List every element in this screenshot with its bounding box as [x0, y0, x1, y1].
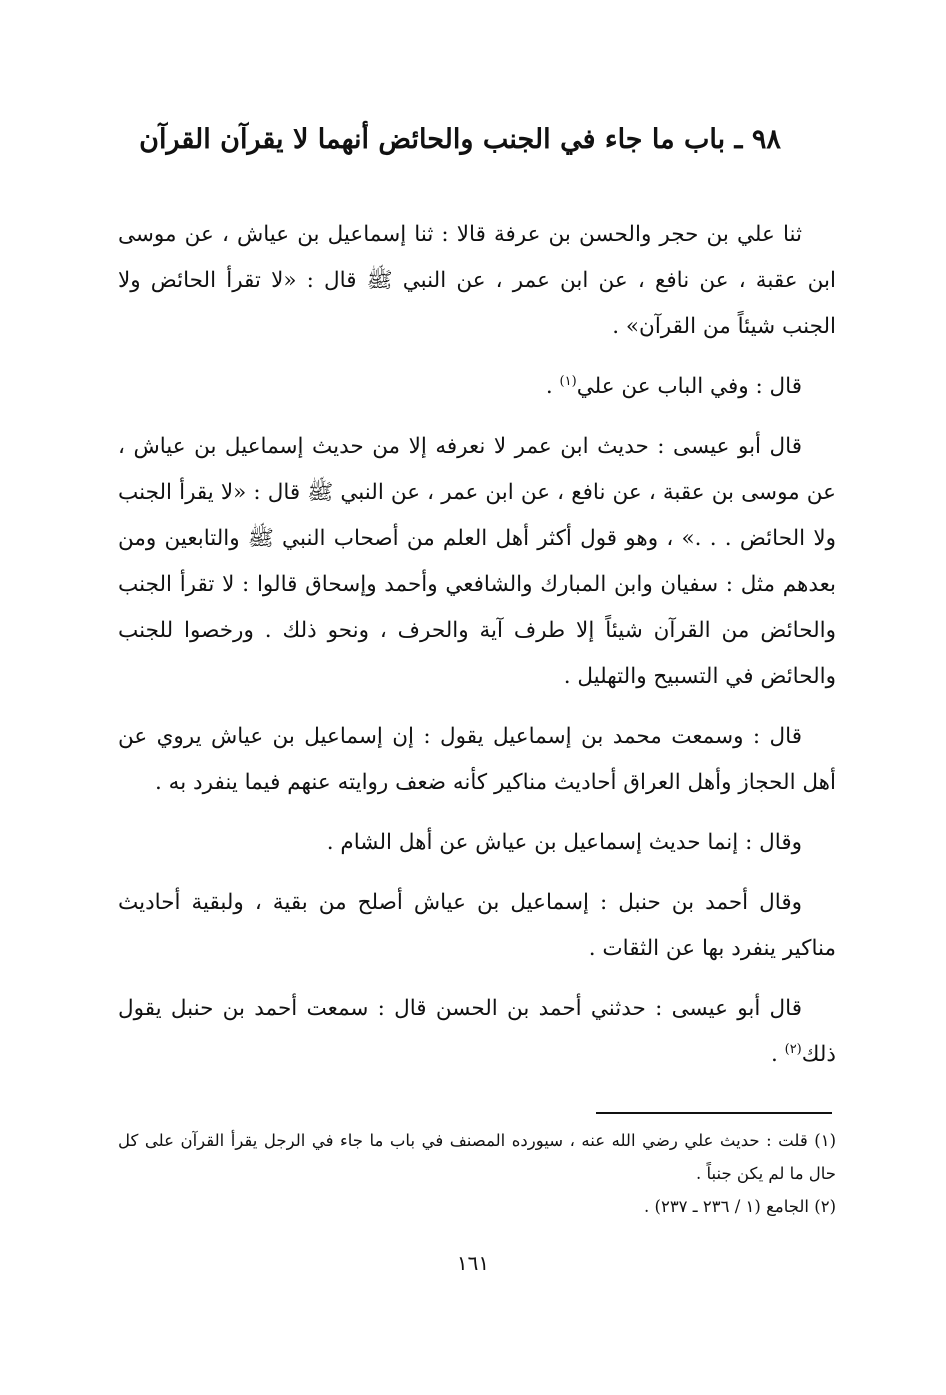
footnote-1: (١) قلت : حديث علي رضي الله عنه ، سيورده المصنف في باب ما جاء في الرجل يقرأ القرآن على كل حال ما لم يكن جنباً .: [118, 1131, 836, 1183]
paragraph-isnad: ثنا علي بن حجر والحسن بن عرفة قالا : ثنا إسماعيل بن عياش ، عن موسى ابن عقبة ، عن نافع ، عن ابن عمر ، عن النبي ﷺ قال : «لا تقرأ الحائض ولا الجنب شيئاً من القرآن» .: [118, 222, 836, 339]
page-number: ١٦١: [456, 1251, 490, 1275]
period: .: [545, 374, 560, 399]
paragraph-in-the-chapter: [118, 364, 836, 410]
footnotes: [118, 1124, 836, 1223]
paragraph-text: قال : وفي الباب عن علي: [576, 374, 802, 399]
paragraph-abu-isa-comment: قال أبو عيسى : حديث ابن عمر لا نعرفه إلا من حديث إسماعيل بن عياش ، عن موسى بن عقبة ، عن نافع ، عن ابن عمر ، عن النبي ﷺ قال : «لا يقرأ الجنب ولا الحائض . . .» ، وهو قول أكثر أهل العلم من أصحاب النبي ﷺ والتابعين ومن بعدهم مثل : سفيان وابن المبارك والشافعي وأحمد وإسحاق قالوا : لا تقرأ الجنب والحائض من القرآن شيئاً إلا طرف آية والحرف ، ونحو ذلك . ورخصوا للجنب والحائض في التسبيح والتهليل .: [118, 434, 836, 689]
footnote-ref-2[interactable]: (٢): [784, 1041, 802, 1057]
footnote-ref-1[interactable]: (١): [559, 373, 577, 389]
footnote-2: (٢) الجامع (١ / ٢٣٦ ـ ٢٣٧) .: [644, 1197, 836, 1216]
paragraph-text: قال أبو عيسى : حدثني أحمد بن الحسن قال : سمعت أحمد بن حنبل يقول ذلك: [118, 996, 836, 1067]
paragraph-closing: [118, 986, 836, 1078]
paragraph-ahmad-opinion: وقال أحمد بن حنبل : إسماعيل بن عياش أصلح من بقية ، ولبقية أحاديث مناكير ينفرد بها عن الثقات .: [118, 890, 836, 961]
main-text: [118, 212, 836, 1092]
chapter-title: ٩٨ ـ باب ما جاء في الجنب والحائض أنهما لا يقرآن القرآن: [139, 124, 781, 155]
footnote-divider: [596, 1112, 832, 1114]
paragraph-sham-narrations: وقال : إنما حديث إسماعيل بن عياش عن أهل الشام .: [326, 830, 802, 855]
period: .: [770, 1042, 785, 1067]
paragraph-bukhari-opinion: قال : وسمعت محمد بن إسماعيل يقول : إن إسماعيل بن عياش يروي عن أهل الحجاز وأهل العراق أحاديث مناكير كأنه ضعف روايته عنهم فيما ينفرد به .: [118, 724, 836, 795]
